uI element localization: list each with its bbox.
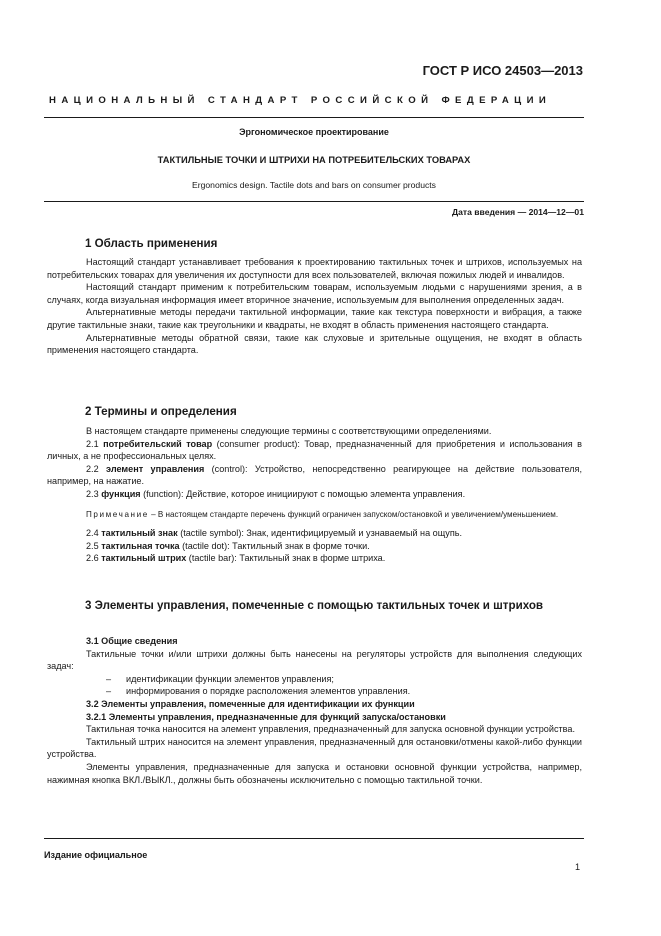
term: функция: [101, 488, 141, 499]
note: Примечание – В настоящем стандарте перечень функций ограничен запуском/остановкой и увеличением/уменьшением.: [86, 509, 559, 519]
section-2-heading: 2 Термины и определения: [85, 405, 237, 418]
subsection-heading: 3.2 Элементы управления, помеченные для идентификации их функции: [86, 698, 415, 709]
term-definition: 2.3 функция (function): Действие, которое инициируют с помощью элемента управления.: [86, 488, 466, 499]
footer-divider: [44, 838, 584, 839]
standard-code: ГОСТ Р ИСО 24503—2013: [422, 63, 583, 78]
section-3-body: [47, 635, 582, 786]
term: тактильная точка: [101, 540, 180, 551]
paragraph: Настоящий стандарт применим к потребительским товарам, используемым людьми с нарушениями зрения, а в случаях, когда визуальная информация имеет вторичное значение, используемым для выполнения определенных задач.: [47, 282, 582, 305]
paragraph: Настоящий стандарт устанавливает требования к проектированию тактильных точек и штрихов, используемых на потребительских товарах для увеличения их доступности для всех пользователей, включая пожилых людей и инвалидов.: [47, 257, 582, 280]
paragraph: Тактильные точки и/или штрихи должны быть нанесены на регуляторы устройств для выполнения следующих задач:: [47, 648, 582, 672]
term-definition: 2.6 тактильный штрих (tactile bar): Тактильный знак в форме штриха.: [86, 553, 386, 564]
list-item: – идентификации функции элементов управления;: [106, 673, 334, 684]
term: элемент управления: [106, 463, 205, 474]
paragraph: Элементы управления, предназначенные для запуска и остановки основной функции устройства, например, нажимная кнопка ВКЛ./ВЫКЛ., должны быть обозначены исключительно с помощью тактильной точки.: [47, 761, 582, 785]
document-title: ТАКТИЛЬНЫЕ ТОЧКИ И ШТРИХИ НА ПОТРЕБИТЕЛЬСКИХ ТОВАРАХ: [157, 155, 471, 165]
subsection-heading: 3.1 Общие сведения: [86, 636, 178, 646]
term: потребительский товар: [103, 438, 213, 449]
section-1-heading: 1 Область применения: [85, 237, 218, 250]
term: тактильный знак: [101, 528, 178, 539]
introduction-date: Дата введения — 2014—12—01: [451, 207, 584, 217]
note-label: Примечание: [86, 509, 149, 519]
section-2-body: [47, 425, 582, 565]
term-definition: 2.2 элемент управления (control): Устройство, непосредственно реагирующее на действие пользователя, например, на нажатие.: [47, 463, 582, 487]
section-1-body: [47, 256, 582, 357]
paragraph: Тактильный штрих наносится на элемент управления, предназначенный для остановки/отмены какой-либо функции устройства.: [47, 736, 582, 760]
paragraph: Альтернативные методы обратной связи, такие как слуховые и зрительные ощущения, не входят в область применения настоящего стандарта.: [47, 332, 582, 356]
title-divider: [44, 201, 584, 202]
term-definition: 2.1 потребительский товар (consumer product): Товар, предназначенный для приобретения и использования в личных, а не профессиональных целях.: [47, 438, 583, 462]
page-number: 1: [574, 862, 580, 872]
document-title-english: Ergonomics design. Tactile dots and bars on consumer products: [192, 180, 436, 190]
term-definition: 2.4 тактильный знак (tactile symbol): Знак, идентифицируемый и узнаваемый на ощупь.: [86, 528, 463, 539]
list-item: – информирования о порядке расположения элементов управления.: [106, 686, 411, 697]
paragraph: В настоящем стандарте применены следующие термины с соответствующими определениями.: [86, 426, 492, 436]
term: тактильный штрих: [101, 553, 187, 564]
discipline-label: Эргономическое проектирование: [239, 127, 389, 137]
national-standard-banner: НАЦИОНАЛЬНЫЙ СТАНДАРТ РОССИЙСКОЙ ФЕДЕРАЦИИ: [49, 95, 552, 106]
header-divider: [44, 117, 584, 118]
section-3-heading: 3 Элементы управления, помеченные с помощью тактильных точек и штрихов: [85, 599, 544, 612]
subsection-heading: 3.2.1 Элементы управления, предназначенные для функций запуска/остановки: [86, 711, 446, 722]
term-definition: 2.5 тактильная точка (tactile dot): Тактильный знак в форме точки.: [86, 540, 370, 551]
official-edition-label: Издание официальное: [44, 850, 148, 860]
paragraph: Альтернативные методы передачи тактильной информации, такие как текстура поверхности и вибрация, а также другие тактильные знаки, такие как треугольники и квадраты, не входят в область применения настоящего стандарта.: [47, 307, 582, 330]
paragraph: Тактильная точка наносится на элемент управления, предназначенный для запуска основной функции устройства.: [86, 724, 575, 735]
